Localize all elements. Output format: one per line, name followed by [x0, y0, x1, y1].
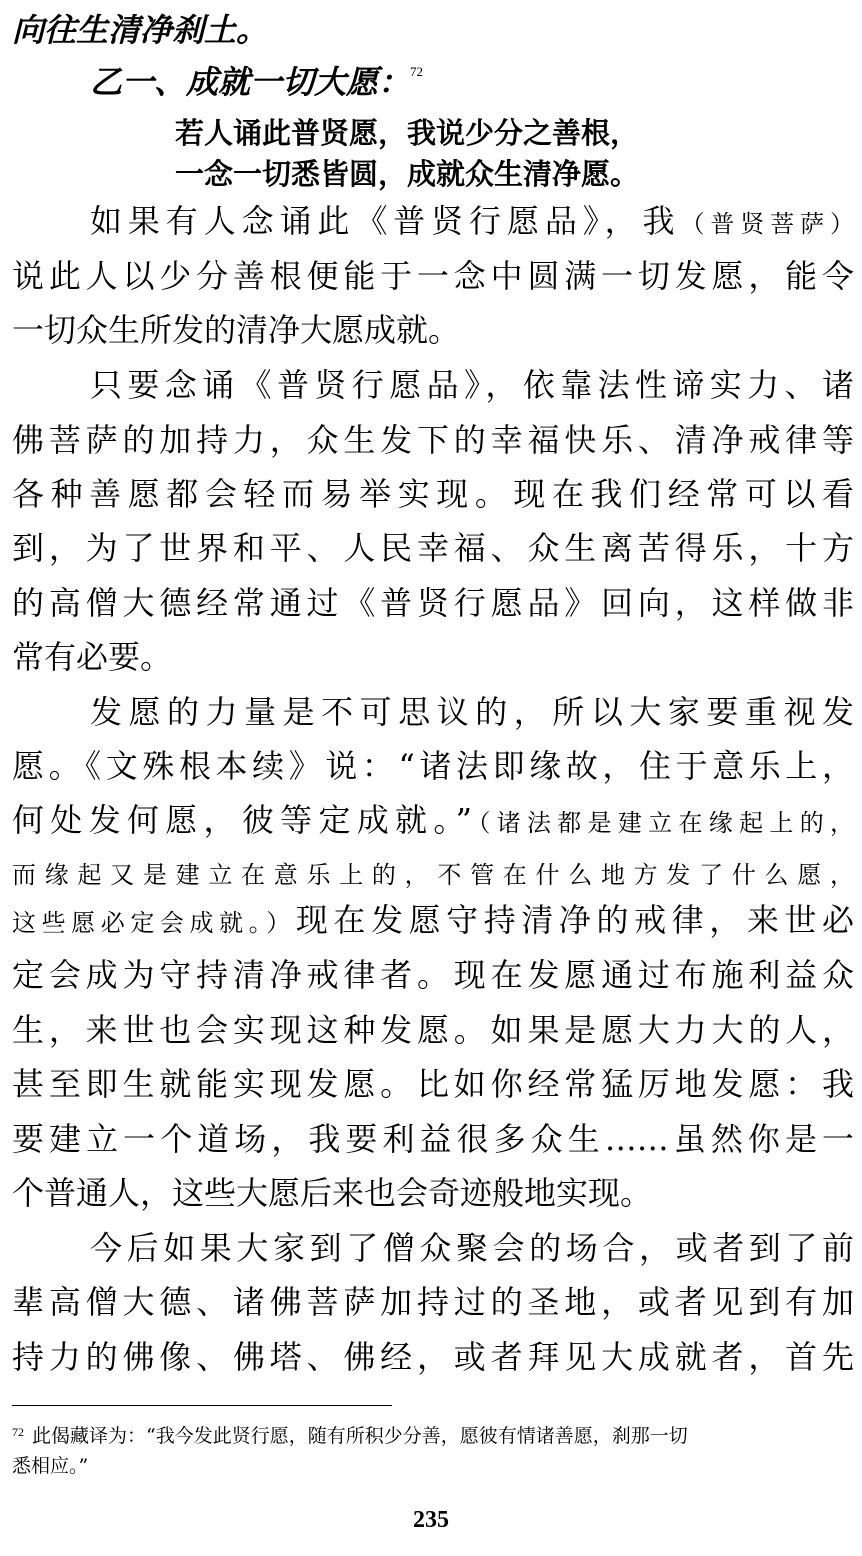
text-line: 的高僧大德经常通过《普贤行愿品》回向，这样做非	[12, 584, 854, 622]
annotation-line: 而缘起又是建立在意乐上的，不管在什么地方发了什么愿，	[12, 861, 854, 889]
text-line: 生，来世也会实现这种发愿。如果是愿大力大的人，	[12, 1011, 854, 1049]
footnote-text: 此偈藏译为：“我今发此贤行愿，随有所积少分善，愿彼有情诸善愿，刹那一切	[32, 1425, 688, 1447]
verse-line: 一念一切悉皆圆，成就众生清净愿。	[175, 157, 640, 191]
text-segment: 如果有人念诵此《普贤行愿品》，我	[90, 202, 681, 240]
text-line: 常有必要。	[12, 638, 173, 676]
text-line	[12, 900, 854, 940]
text-segment: 何处发何愿，彼等定成就。”	[12, 801, 473, 839]
section-heading-text: 乙一、成就一切大愿：	[90, 63, 411, 101]
text-line: 辈高僧大德、诸佛菩萨加持过的圣地，或者见到有加	[12, 1283, 854, 1321]
text-line: 各种善愿都会轻而易举实现。现在我们经常可以看	[12, 475, 854, 513]
text-line: 个普通人，这些大愿后来也会奇迹般地实现。	[12, 1174, 653, 1212]
annotation-text: 这些愿必定会成就。）	[12, 909, 296, 937]
text-line: 愿。《文殊根本续》说：“诸法即缘故，住于意乐上，	[12, 747, 854, 785]
text-line: 佛菩萨的加持力，众生发下的幸福快乐、清净戒律等	[12, 421, 854, 459]
page-number: 235	[413, 1507, 449, 1533]
text-line	[12, 800, 854, 840]
footnote-divider	[12, 1405, 392, 1406]
verse-line: 若人诵此普贤愿，我说少分之善根，	[175, 116, 640, 150]
text-line: 说此人以少分善根便能于一念中圆满一切发愿，能令	[12, 257, 854, 295]
text-line: 到，为了世界和平、人民幸福、众生离苦得乐，十方	[12, 529, 854, 567]
annotation-text: （诸法都是建立在缘起上的，	[472, 809, 854, 837]
footnote	[12, 1422, 857, 1450]
text-line: 只要念诵《普贤行愿品》，依靠法性谛实力、诸	[90, 366, 854, 404]
text-line: 一切众生所发的清净大愿成就。	[12, 311, 461, 349]
section-heading	[90, 62, 423, 102]
text-line: 定会成为守持清净戒律者。现在发愿通过布施利益众	[12, 956, 854, 994]
text-line: 持力的佛像、佛塔、佛经，或者拜见大成就者，首先	[12, 1338, 854, 1376]
text-line: 向往生清净刹土。	[12, 11, 269, 49]
text-line: 甚至即生就能实现发愿。比如你经常猛厉地发愿：我	[12, 1065, 854, 1103]
text-line: 要建立一个道场，我要利益很多众生……虽然你是一	[12, 1120, 854, 1158]
footnote-number: 72	[12, 1425, 24, 1439]
text-segment: 现在发愿守持清净的戒律，来世必	[295, 901, 854, 939]
text-line: 发愿的力量是不可思议的，所以大家要重视发	[90, 693, 854, 731]
footnote-reference: 72	[410, 64, 424, 79]
annotation-text: （普贤菩萨）	[680, 210, 854, 238]
footnote-continuation: 悉相应。”	[12, 1455, 89, 1477]
text-line: 今后如果大家到了僧众聚会的场合，或者到了前	[90, 1229, 854, 1267]
text-line	[90, 201, 854, 241]
